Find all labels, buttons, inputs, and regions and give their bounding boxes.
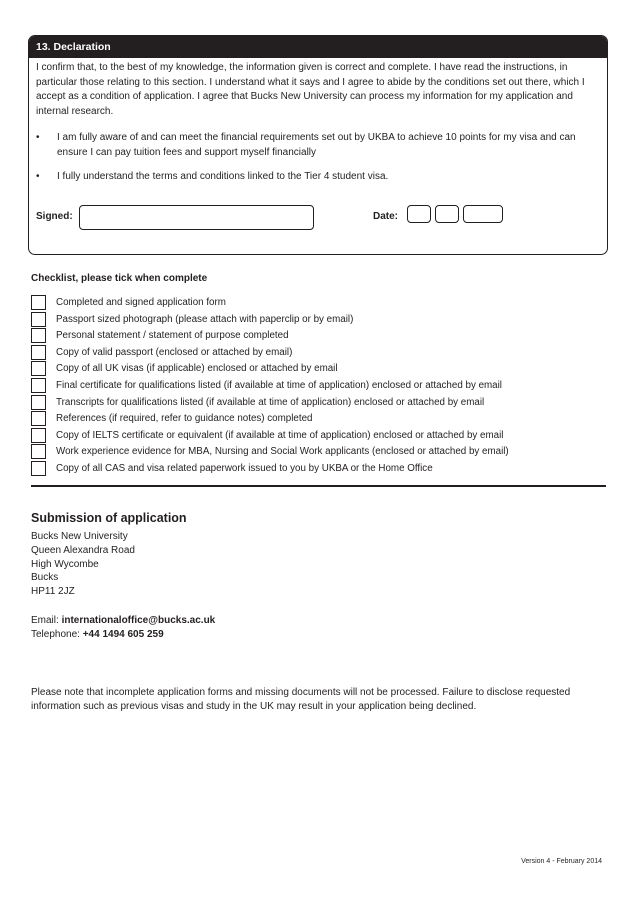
declaration-section xyxy=(28,35,608,255)
checklist-item xyxy=(31,311,606,328)
checklist-item xyxy=(31,327,606,344)
declaration-bullet-item xyxy=(36,170,600,185)
checklist-item-label: Transcripts for qualifications listed (if available at time of application) enclosed or attached by email xyxy=(56,396,485,408)
checkbox[interactable] xyxy=(31,395,46,410)
address-line: Bucks New University xyxy=(31,531,128,542)
checklist-item xyxy=(31,443,606,460)
bullet-icon: • xyxy=(36,171,40,182)
checkbox[interactable] xyxy=(31,428,46,443)
checklist-item xyxy=(31,410,606,427)
address-line: Queen Alexandra Road xyxy=(31,544,135,556)
declaration-bullets xyxy=(36,131,600,185)
telephone-number: +44 1494 605 259 xyxy=(82,629,164,640)
date-month-field[interactable] xyxy=(435,205,459,223)
version-footer: Version 4 - February 2014 xyxy=(521,858,602,865)
declaration-bullet-text: I fully understand the terms and conditions linked to the Tier 4 student visa. xyxy=(57,171,389,182)
checkbox[interactable] xyxy=(31,345,46,360)
checklist-item xyxy=(31,344,606,361)
email-label: Email: xyxy=(31,615,62,626)
date-day-field[interactable] xyxy=(407,205,431,223)
postal-address xyxy=(31,530,135,599)
checklist-item-label: Copy of IELTS certificate or equivalent (if available at time of application) enclosed or attached by email xyxy=(56,429,504,441)
signed-label: Signed: xyxy=(36,211,73,222)
declaration-bullet-text: I am fully aware of and can meet the financial requirements set out by UKBA to achieve 10 points for my visa and can ensure I can pay tuition fees and support myself financially xyxy=(57,132,576,158)
telephone-label: Telephone: xyxy=(31,629,83,640)
signature-field[interactable] xyxy=(79,205,314,230)
address-line: High Wycombe xyxy=(31,558,99,570)
incomplete-forms-note: Please note that incomplete application forms and missing documents will not be processed. Failure to disclose requested information such as previous visas and study in the UK may result in your application being declined. xyxy=(31,687,571,712)
declaration-body xyxy=(29,58,607,185)
checklist-item-label: Personal statement / statement of purpose completed xyxy=(56,330,289,342)
checklist-item-label: Passport sized photograph (please attach with paperclip or by email) xyxy=(56,313,354,325)
signature-row xyxy=(36,205,600,235)
checkbox[interactable] xyxy=(31,312,46,327)
telephone-line xyxy=(31,628,215,642)
email-link[interactable]: internationaloffice@bucks.ac.uk xyxy=(61,615,216,626)
declaration-heading: 13. Declaration xyxy=(29,36,607,58)
checklist-item xyxy=(31,294,606,311)
date-year-field[interactable] xyxy=(463,205,503,223)
checkbox[interactable] xyxy=(31,444,46,459)
address-line: HP11 2JZ xyxy=(31,586,75,598)
checklist-item xyxy=(31,427,606,444)
submission-title: Submission of application xyxy=(31,511,187,525)
address-line: Bucks xyxy=(31,572,59,584)
checklist-item xyxy=(31,377,606,394)
checkbox[interactable] xyxy=(31,295,46,310)
checkbox[interactable] xyxy=(31,411,46,426)
checklist-item-label: Copy of valid passport (enclosed or attached by email) xyxy=(56,346,293,358)
checklist-item-label: Work experience evidence for MBA, Nursing and Social Work applicants (enclosed or attached by email) xyxy=(56,446,509,458)
checkbox[interactable] xyxy=(31,461,46,476)
checklist-item-label: Copy of all UK visas (if applicable) enclosed or attached by email xyxy=(56,363,338,375)
date-label: Date: xyxy=(373,211,399,222)
checklist-item-label: Completed and signed application form xyxy=(56,297,226,308)
bullet-icon: • xyxy=(36,132,40,143)
checkbox[interactable] xyxy=(31,378,46,393)
checklist-item-label: Final certificate for qualifications listed (if available at time of application) enclosed or attached by email xyxy=(56,379,502,391)
section-divider xyxy=(31,485,606,487)
contact-details xyxy=(31,614,215,642)
checkbox[interactable] xyxy=(31,328,46,343)
checkbox[interactable] xyxy=(31,361,46,376)
declaration-bullet-item xyxy=(36,131,600,160)
checklist-item xyxy=(31,360,606,377)
email-line xyxy=(31,614,215,628)
declaration-intro: I confirm that, to the best of my knowledge, the information given is correct and complete. I have read the instructions, in particular those relating to this section. I understand what it says and I agree to abide by the conditions set out there, which I accept as a condition of application. I agree that Bucks New University can process my information for my application and internal research. xyxy=(36,62,585,117)
checklist-title: Checklist, please tick when complete xyxy=(31,273,208,284)
checklist-item-label: Copy of all CAS and visa related paperwork issued to you by UKBA or the Home Office xyxy=(56,462,433,474)
checklist-item-label: References (if required, refer to guidance notes) completed xyxy=(56,413,313,425)
checklist xyxy=(31,294,606,477)
checklist-item xyxy=(31,460,606,477)
checklist-item xyxy=(31,394,606,411)
